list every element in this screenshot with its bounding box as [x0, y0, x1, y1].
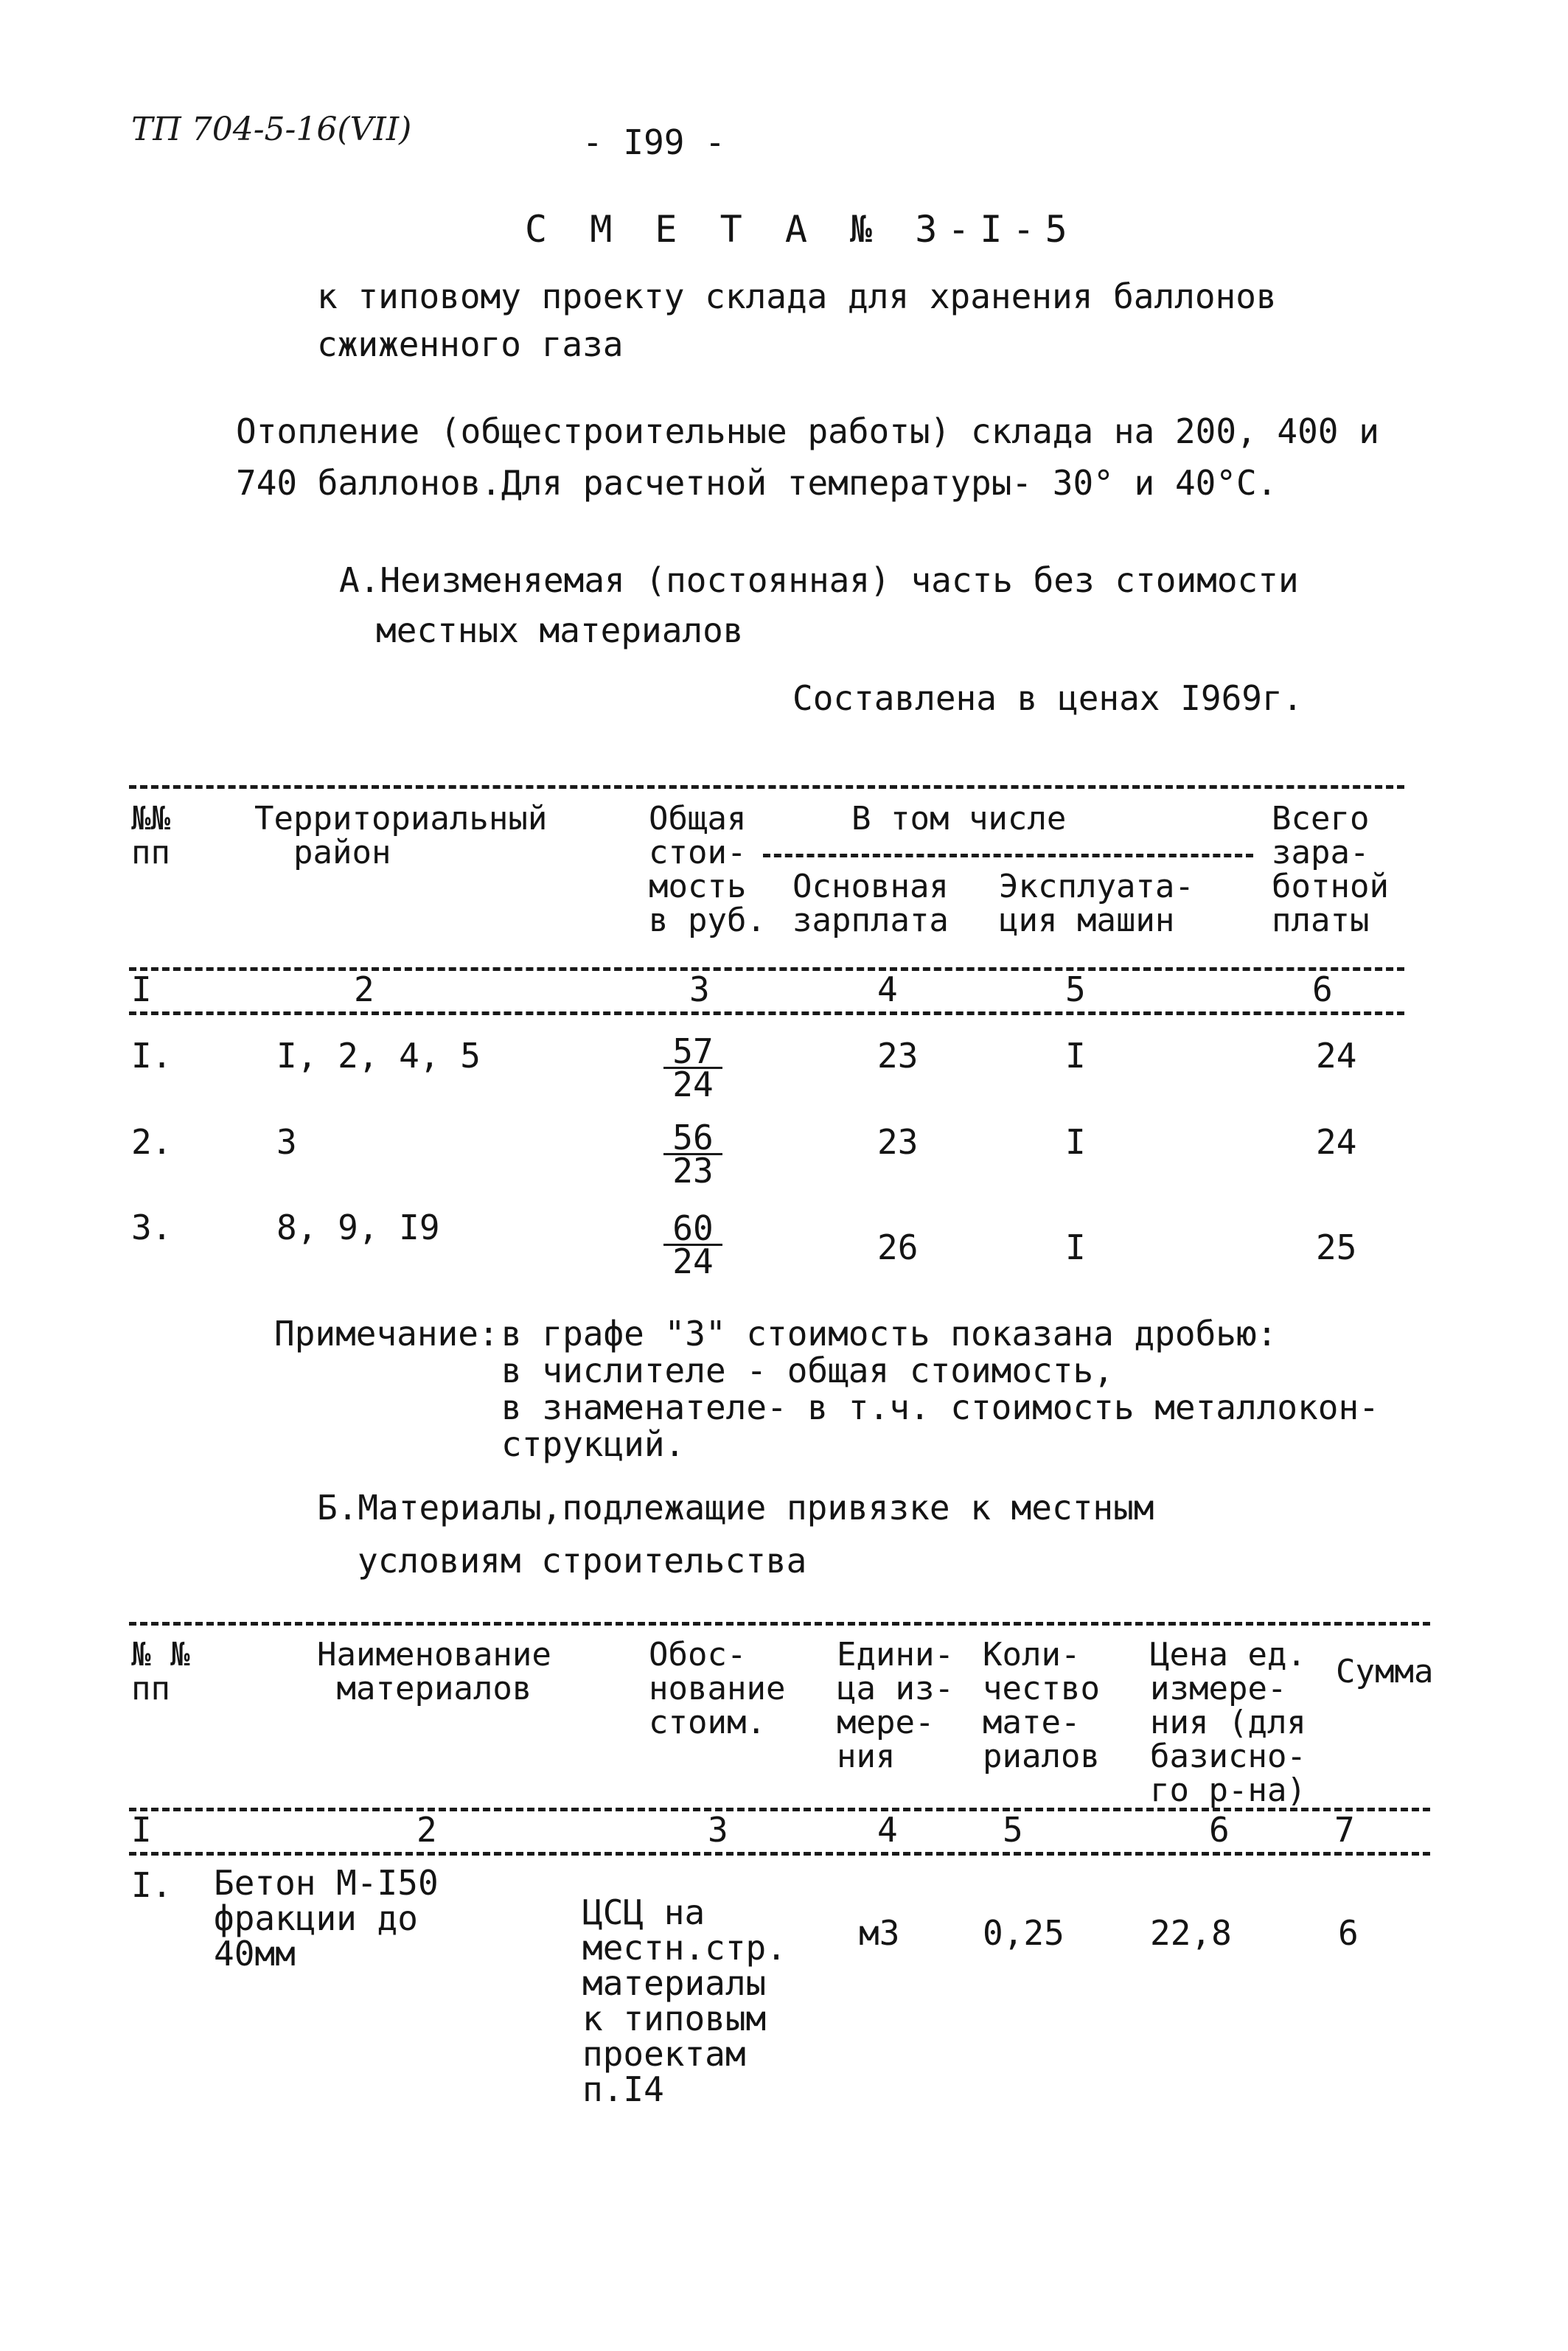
prices-note: Составлена в ценах I969г. — [792, 678, 1303, 718]
table-b-top-rule — [129, 1622, 1430, 1626]
row-1-machines: I — [1065, 1036, 1086, 1076]
material-row-num: I. — [131, 1865, 173, 1905]
subtitle-line-2: сжиженного газа — [317, 324, 624, 364]
table-b-colnum-3: 3 — [708, 1810, 728, 1850]
table-b-colnum-4: 4 — [877, 1810, 898, 1850]
row-3-total-numerator: 60 — [663, 1213, 722, 1246]
table-b-header-sum: Сумма — [1336, 1653, 1434, 1690]
table-b-header-rule — [129, 1808, 1430, 1811]
table-b-colnum-7: 7 — [1334, 1810, 1355, 1850]
row-3-wage: 26 — [877, 1227, 919, 1267]
material-row-price: 22,8 — [1150, 1913, 1232, 1953]
subtitle-line-1: к типовому проекту склада для хранения баллонов — [317, 276, 1277, 316]
row-3-machines: I — [1065, 1227, 1086, 1267]
table-a-header-total: Общая стои- мость в руб. — [649, 800, 766, 939]
material-row-name: Бетон М-I50 фракции до 40мм — [214, 1863, 439, 1974]
row-1-total-wage: 24 — [1316, 1036, 1357, 1076]
table-a-header-num: №№ пп — [131, 800, 170, 871]
table-a-colnum-rule — [129, 1011, 1404, 1015]
material-row-sum: 6 — [1338, 1913, 1359, 1953]
table-b-header-num: № № пп — [131, 1636, 190, 1707]
row-2-total-numerator: 56 — [663, 1122, 722, 1155]
row-3-num: 3. — [131, 1208, 173, 1247]
material-row-basis: ЦСЦ на местн.стр. материалы к типовым проектам п.I4 — [582, 1892, 787, 2109]
material-row-qty: 0,25 — [983, 1913, 1065, 1953]
table-a-header-machines: Эксплуата- ция машин — [999, 868, 1194, 939]
table-b-header-price: Цена ед. измере- ния (для базисно- го р-на) — [1150, 1636, 1306, 1809]
table-a-header-wage: Основная зарплата — [792, 868, 949, 939]
section-a-heading-line-1: А.Неизменяемая (постоянная) часть без стоимости — [339, 560, 1299, 600]
table-b-header-qty: Коли- чество мате- риалов — [983, 1636, 1100, 1775]
section-a-heading-line-2: местных материалов — [376, 610, 744, 650]
table-b-header-basis: Обос- нование стоим. — [649, 1636, 786, 1741]
table-b-header-name: Наименование материалов — [317, 1636, 551, 1707]
row-3-total-wage: 25 — [1316, 1227, 1357, 1267]
row-2-total-denominator: 23 — [672, 1151, 714, 1191]
row-2-total-wage: 24 — [1316, 1122, 1357, 1162]
row-1-total-denominator: 24 — [672, 1065, 714, 1104]
table-a-colnum-4: 4 — [877, 969, 898, 1009]
note-line-1: в графе "3" стоимость показана дробью: — [501, 1314, 1278, 1354]
table-b-colnum-5: 5 — [1003, 1810, 1023, 1850]
row-2-num: 2. — [131, 1122, 173, 1162]
row-3-total-fraction — [663, 1208, 722, 1281]
table-a-colnum-6: 6 — [1312, 969, 1333, 1009]
row-1-total-numerator: 57 — [663, 1036, 722, 1069]
section-b-heading-line-1: Б.Материалы,подлежащие привязке к местным — [317, 1488, 1154, 1528]
table-a-colnum-1: I — [131, 969, 152, 1009]
row-2-total-fraction — [663, 1118, 722, 1191]
table-a-colnum-5: 5 — [1065, 969, 1086, 1009]
table-b-colnum-2: 2 — [417, 1810, 437, 1850]
note-label: Примечание: — [274, 1314, 499, 1354]
table-b-colnum-1: I — [131, 1810, 152, 1850]
description-line-1: Отопление (общестроительные работы) склада на 200, 400 и — [236, 411, 1379, 451]
table-a-header-region: Территориальный район — [254, 800, 548, 871]
table-a-header-incl: В том числе — [851, 800, 1067, 837]
table-a-header-total-wage: Всего зара- ботной платы — [1272, 800, 1389, 939]
document-code: ТП 704-5-16(VII) — [131, 111, 412, 148]
table-a-top-rule — [129, 785, 1404, 789]
table-b-colnum-6: 6 — [1209, 1810, 1230, 1850]
material-row-unit: м3 — [859, 1913, 900, 1953]
row-1-wage: 23 — [877, 1036, 919, 1076]
description-line-2: 740 баллонов.Для расчетной температуры- 30° и 40°С. — [236, 463, 1278, 503]
row-3-total-denominator: 24 — [672, 1241, 714, 1281]
table-a-colnum-3: 3 — [689, 969, 710, 1009]
row-3-region: 8, 9, I9 — [276, 1208, 440, 1247]
page-number: - I99 - — [582, 122, 725, 162]
table-a-colnum-2: 2 — [354, 969, 374, 1009]
note-line-4: струкций. — [501, 1424, 686, 1464]
row-2-wage: 23 — [877, 1122, 919, 1162]
row-1-total-fraction — [663, 1031, 722, 1104]
table-a-header-rule — [129, 967, 1404, 971]
table-b-colnum-rule — [129, 1852, 1430, 1856]
table-a-subheader-rule — [763, 854, 1253, 857]
note-line-3: в знаменателе- в т.ч. стоимость металлокон- — [501, 1387, 1379, 1427]
note-line-2: в числителе - общая стоимость, — [501, 1351, 1114, 1390]
page-title: С М Е Т А № 3-I-5 — [525, 208, 1078, 251]
row-1-region: I, 2, 4, 5 — [276, 1036, 481, 1076]
table-b-header-unit: Едини- ца из- мере- ния — [837, 1636, 954, 1775]
row-1-num: I. — [131, 1036, 173, 1076]
row-2-region: 3 — [276, 1122, 297, 1162]
section-b-heading-line-2: условиям строительства — [358, 1541, 807, 1581]
row-2-machines: I — [1065, 1122, 1086, 1162]
